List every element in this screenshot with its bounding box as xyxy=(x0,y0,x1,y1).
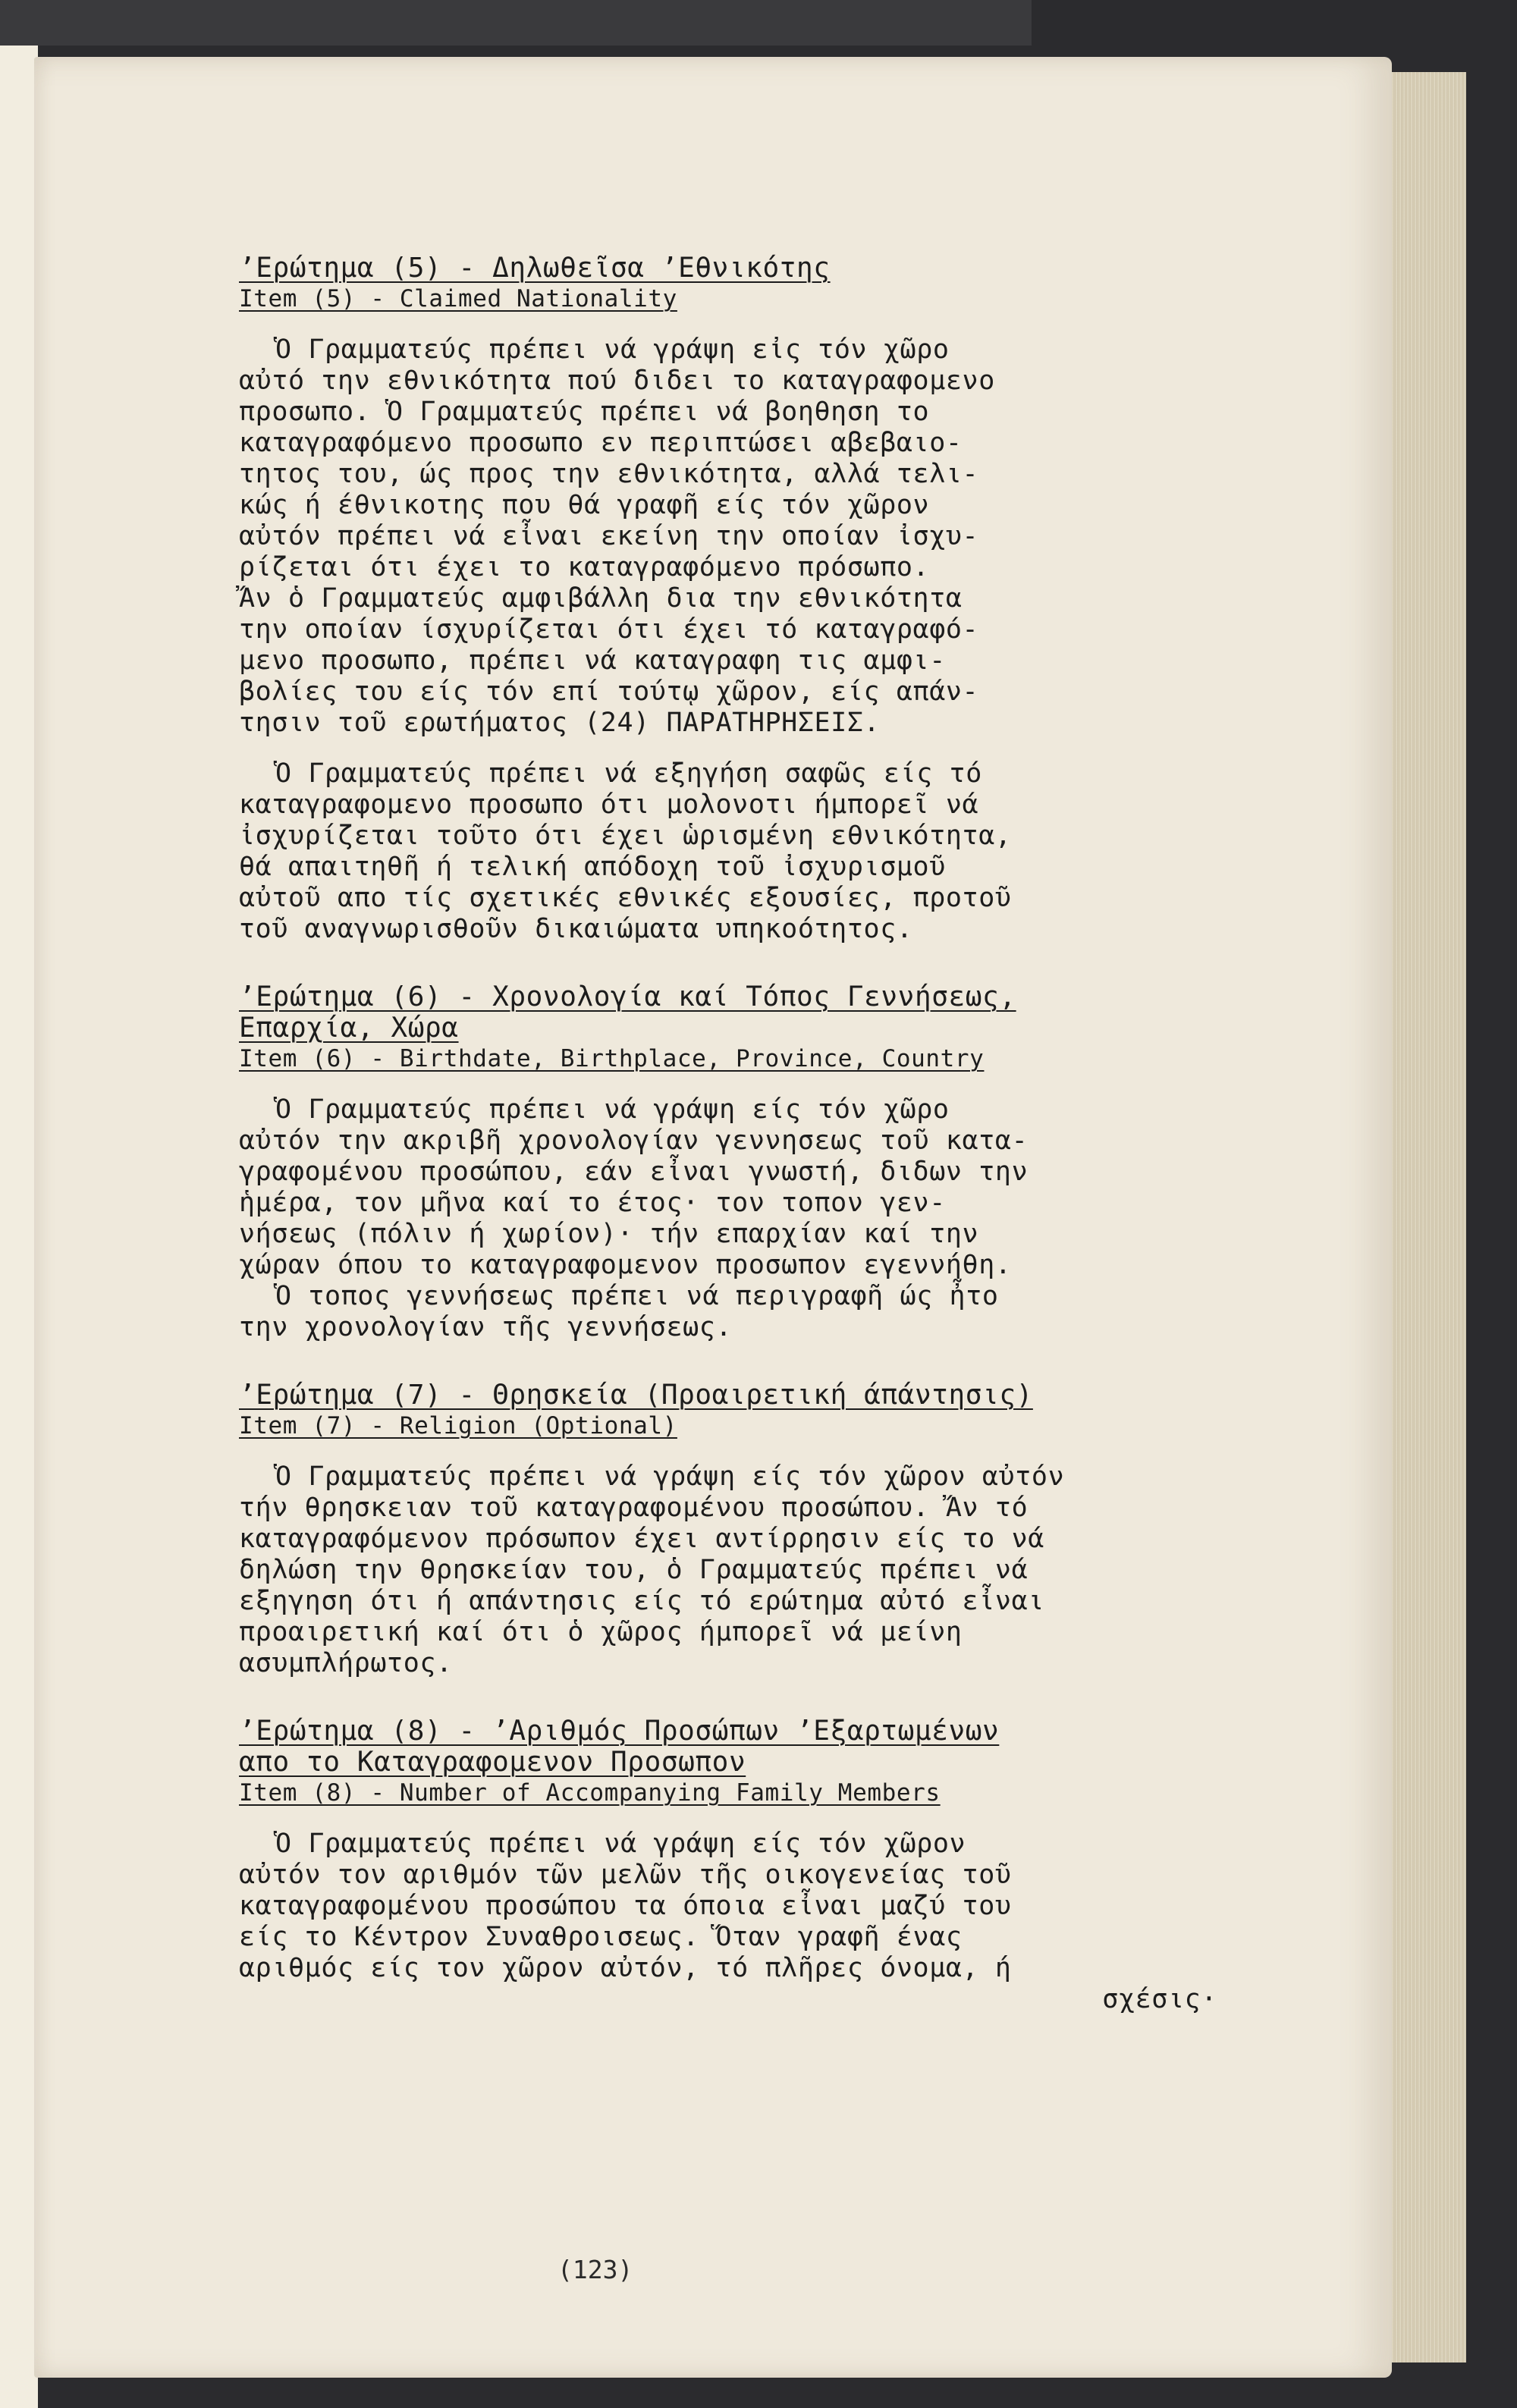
text-line: αὐτόν τον αριθμόν τῶν μελῶν τῆς οικογενείας τοῦ xyxy=(239,1860,1012,1890)
page-number: (123) xyxy=(557,2255,633,2284)
text-line: Ὁ Γραμματεύς πρέπει νά εξηγήση σαφῶς είς τό xyxy=(275,758,982,789)
text-line: αὐτοῦ απο τίς σχετικές εθνικές εξουσίες, προτοῦ xyxy=(239,883,1012,913)
text-line: Ἄν ὁ Γραμματεύς αμφιβάλλη δια την εθνικότητα xyxy=(239,583,963,614)
text-line: ἡμέρα, τον μῆνα καί το έτος· τον τοπον γεν- xyxy=(239,1188,946,1218)
text-line: την χρονολογίαν τῆς γεννήσεως. xyxy=(239,1312,733,1342)
text-line: αριθμός είς τον χῶρον αὐτόν, τό πλῆρες όνομα, ή xyxy=(239,1953,1012,1983)
text-line: Ὁ Γραμματεύς πρέπει νά γράψη είς τόν χῶρον xyxy=(275,1829,966,1859)
section-6-heading: ’Ερώτημα (6) - Χρονολογία καί Τόπος Γεννήσεως, xyxy=(239,981,1016,1012)
text-line: τησιν τοῦ ερωτήματος (24) ΠΑΡΑΤΗΡΗΣΕΙΣ. xyxy=(239,708,881,738)
text-line: καταγραφόμενο προσωπο εν περιπτώσει αβεβαιο- xyxy=(239,428,963,458)
text-line: ρίζεται ότι έχει το καταγραφόμενο πρόσωπο. xyxy=(239,552,930,582)
text-line: αὐτόν πρέπει νά εἶναι εκείνη την οποίαν ἰσχυ- xyxy=(239,521,979,551)
text-line: κώς ή έθνικοτης που θά γραφῆ είς τόν χῶρον xyxy=(239,490,930,520)
section-8-heading-cont: απο το Καταγραφομενον Προσωπον xyxy=(239,1747,746,1778)
text-line: τήν θρησκειαν τοῦ καταγραφομένου προσώπου. Ἄν τό xyxy=(239,1493,1029,1523)
text-line: τητος του, ώς προς την εθνικότητα, αλλά τελι- xyxy=(239,459,979,489)
text-line: την οποίαν ίσχυρίζεται ότι έχει τό καταγραφό- xyxy=(239,614,979,645)
text-line: προαιρετική καί ότι ὁ χῶρος ήμπορεῖ νά μείνη xyxy=(239,1617,963,1647)
section-7-heading: ’Ερώτημα (7) - Θρησκεία (Προαιρετική άπάντησις) xyxy=(239,1380,1033,1411)
text-line: Ὁ Γραμματεύς πρέπει νά γράψη είς τόν χῶρο xyxy=(275,1094,950,1125)
text-line: αὐτό την εθνικότητα πού διδει το καταγραφομενο xyxy=(239,366,995,396)
text-line: προσωπο. Ὁ Γραμματεύς πρέπει νά βοηθηση το xyxy=(239,397,930,427)
text-line: νήσεως (πόλιν ή χωρίον)· τήν επαρχίαν καί την xyxy=(239,1219,979,1249)
page-text xyxy=(239,253,1301,2015)
text-line: Ὁ Γραμματεύς πρέπει νά γράψη είς τόν χῶρον αὐτόν xyxy=(275,1461,1065,1492)
background-top xyxy=(0,0,1032,46)
text-line: γραφομένου προσώπου, εάν εἶναι γνωστή, διδων την xyxy=(239,1157,1029,1187)
section-8-subheading: Item (8) - Number of Accompanying Family Members xyxy=(239,1779,941,1807)
text-line: καταγραφόμενον πρόσωπον έχει αντίρρησιν είς το νά xyxy=(239,1524,1044,1554)
text-line: αὐτόν την ακριβῆ χρονολογίαν γεννησεως τοῦ κατα- xyxy=(239,1126,1029,1156)
text-line: Ὁ Γραμματεύς πρέπει νά γράψη εἰς τόν χῶρο xyxy=(275,334,950,365)
text-line-trailing: σχέσις· xyxy=(1102,1984,1217,2014)
text-line: είς το Κέντρον Συναθροισεως. Ὅταν γραφῆ ένας xyxy=(239,1922,963,1952)
text-line: δηλώση την θρησκείαν του, ὁ Γραμματεύς πρέπει νά xyxy=(239,1555,1029,1585)
section-5-subheading: Item (5) - Claimed Nationality xyxy=(239,285,677,312)
text-line: τοῦ αναγνωρισθοῦν δικαιώματα υπηκοότητος. xyxy=(239,914,913,944)
section-5-heading: ’Ερώτημα (5) - Δηλωθεῖσα ’Εθνικότης xyxy=(239,253,831,284)
section-8-heading: ’Ερώτημα (8) - ’Αριθμός Προσώπων ’Εξαρτωμένων xyxy=(239,1716,1000,1747)
text-line: ασυμπλήρωτος. xyxy=(239,1648,453,1678)
text-line: Ὁ τοπος γεννήσεως πρέπει νά περιγραφῆ ώς ἦτο xyxy=(275,1281,999,1311)
section-6-heading-cont: Επαρχία, Χώρα xyxy=(239,1012,459,1044)
text-line: ἰσχυρίζεται τοῦτο ότι έχει ὡρισμένη εθνικότητα, xyxy=(239,821,1012,851)
text-line: εξηγηση ότι ή απάντησις είς τό ερώτημα αὐτό εἶναι xyxy=(239,1586,1044,1616)
text-line: μενο προσωπο, πρέπει νά καταγραφη τις αμφι- xyxy=(239,645,946,676)
text-line: χώραν όπου το καταγραφομενον προσωπον εγεννήθη. xyxy=(239,1250,1012,1280)
text-line: καταγραφομενο προσωπο ότι μολονοτι ήμπορεῖ νά xyxy=(239,790,979,820)
text-line: καταγραφομένου προσώπου τα όποια εἶναι μαζύ του xyxy=(239,1891,1012,1921)
background-left-page xyxy=(0,0,38,2408)
book-page xyxy=(34,57,1392,2378)
text-line: βολίες του είς τόν επί τούτῳ χῶρον, είς απάν- xyxy=(239,677,979,707)
section-7-subheading: Item (7) - Religion (Optional) xyxy=(239,1412,677,1439)
text-line: θά απαιτηθῆ ή τελική απόδοχη τοῦ ἰσχυρισμοῦ xyxy=(239,852,946,882)
page-edges xyxy=(1380,72,1466,2362)
section-6-subheading: Item (6) - Birthdate, Birthplace, Province, Country xyxy=(239,1045,985,1072)
